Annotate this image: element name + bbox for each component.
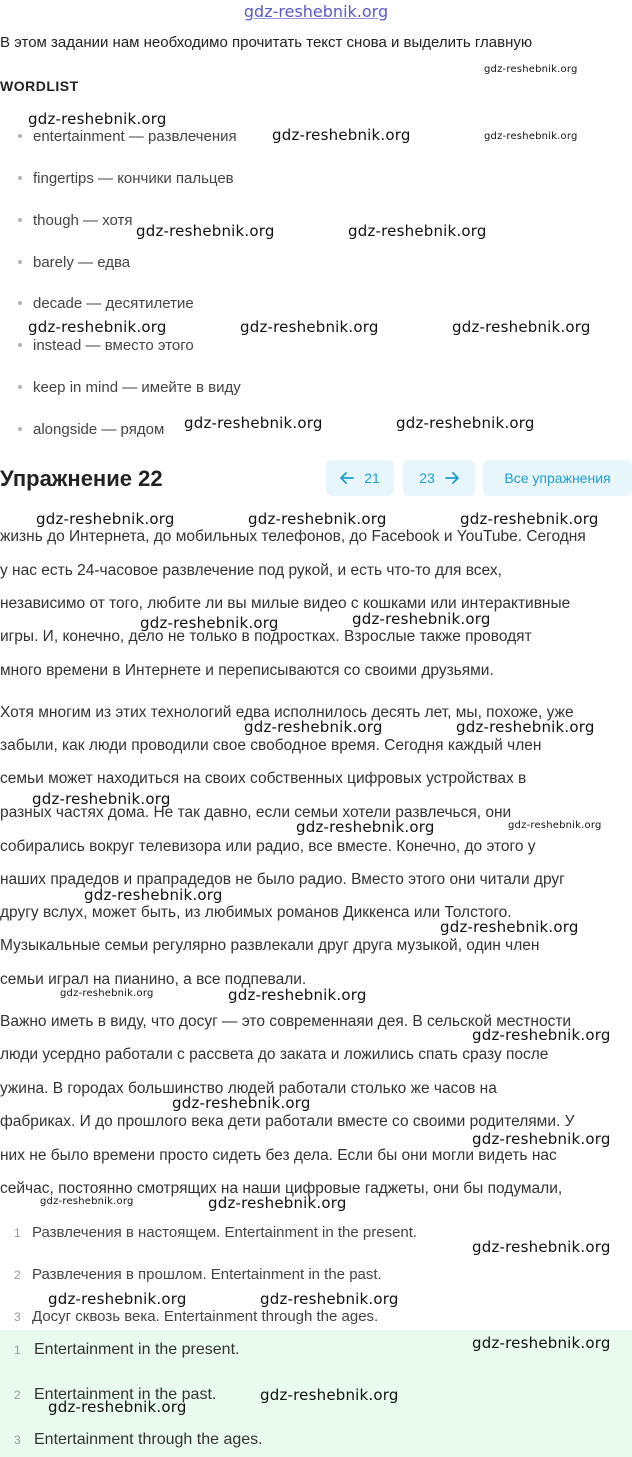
prev-exercise-button[interactable] [326, 460, 394, 496]
text-line: забыли, как люди проводили свое свободное время. Сегодня каждый член [0, 737, 542, 754]
watermark: gdz-reshebnik.org [36, 510, 175, 528]
list-item: fingertips — кончики пальцев [18, 170, 234, 187]
text-line: Хотя многим из этих технологий едва исполнилось десять лет, мы, похоже, уже [0, 704, 574, 721]
all-exercises-button[interactable] [483, 460, 632, 496]
text-line: семьи может находиться на своих собственных цифровых устройствах в [0, 770, 527, 787]
list-item: 1 Развлечения в настоящем. Entertainment in the present. [14, 1224, 418, 1241]
watermark: gdz-reshebnik.org [352, 610, 491, 628]
all-exercises-label: Все упражнения [504, 470, 611, 486]
watermark: gdz-reshebnik.org [260, 1290, 399, 1308]
watermark: gdz-reshebnik.org [508, 820, 602, 831]
watermark: gdz-reshebnik.org [484, 131, 578, 142]
text-line: них не было времени просто сидеть без дела. Если бы они могли видеть нас [0, 1147, 557, 1164]
list-item: decade — десятилетие [18, 295, 194, 312]
intro-text: В этом задании нам необходимо прочитать текст снова и выделить главную [0, 34, 533, 51]
text-line: разных частях дома. Не так давно, если семьи хотели развлечься, они [0, 804, 512, 821]
bullet-icon [18, 343, 22, 347]
watermark: gdz-reshebnik.org [240, 318, 379, 336]
text-line: другу вслух, может быть, из любимых романов Диккенса или Толстого. [0, 904, 512, 921]
watermark: gdz-reshebnik.org [348, 222, 487, 240]
text-line: собирались вокруг телевизора или радио, все вместе. Конечно, до этого у [0, 838, 536, 855]
arrow-left-icon [340, 472, 354, 484]
answer-item: 3 Entertainment through the ages. [14, 1431, 263, 1448]
answer-item: 1 Entertainment in the present. [14, 1341, 240, 1358]
top-watermark[interactable]: gdz-reshebnik.org [243, 2, 389, 21]
arrow-right-icon [445, 472, 459, 484]
watermark: gdz-reshebnik.org [260, 1386, 399, 1404]
text-line: наших прадедов и прапрадедов не было радио. Вместо этого они читали друг [0, 871, 565, 888]
watermark: gdz-reshebnik.org [32, 790, 171, 808]
bullet-icon [18, 385, 22, 389]
watermark: gdz-reshebnik.org [296, 818, 435, 836]
watermark: gdz-reshebnik.org [40, 1196, 134, 1207]
text-line: люди усердно работали с рассвета до заката и ложились спать сразу после [0, 1046, 549, 1063]
watermark: gdz-reshebnik.org [48, 1398, 187, 1416]
text-line: игры. И, конечно, дело не только в подростках. Взрослые также проводят [0, 628, 532, 645]
watermark: gdz-reshebnik.org [172, 1094, 311, 1112]
watermark: gdz-reshebnik.org [440, 918, 579, 936]
watermark: gdz-reshebnik.org [228, 986, 367, 1004]
exercise-title: Упражнение 22 [0, 466, 163, 491]
bullet-icon [18, 218, 22, 222]
watermark: gdz-reshebnik.org [456, 718, 595, 736]
list-item: barely — едва [18, 254, 130, 271]
text-line: жизнь до Интернета, до мобильных телефонов, до Facebook и YouTube. Сегодня [0, 528, 586, 545]
watermark: gdz-reshebnik.org [484, 64, 578, 75]
next-exercise-label: 23 [419, 470, 435, 486]
wordlist-title: WORDLIST [0, 78, 79, 94]
bullet-icon [18, 427, 22, 431]
text-line: ужина. В городах большинство людей работали столько же часов на [0, 1080, 497, 1097]
watermark: gdz-reshebnik.org [248, 510, 387, 528]
text-line: сейчас, постоянно смотрящих на наши цифровые гаджеты, они бы подумали, [0, 1180, 563, 1197]
watermark: gdz-reshebnik.org [48, 1290, 187, 1308]
bullet-icon [18, 176, 22, 180]
watermark: gdz-reshebnik.org [140, 614, 279, 632]
watermark: gdz-reshebnik.org [472, 1026, 611, 1044]
watermark: gdz-reshebnik.org [208, 1194, 347, 1212]
watermark: gdz-reshebnik.org [472, 1130, 611, 1148]
text-line: семьи играл на пианино, а все подпевали. [0, 971, 307, 988]
watermark: gdz-reshebnik.org [472, 1334, 611, 1352]
text-line: независимо от того, любите ли вы милые видео с кошками или интерактивные [0, 595, 571, 612]
text-line: Важно иметь в виду, что досуг — это современнаяи дея. В сельской местности [0, 1013, 572, 1030]
bullet-icon [18, 301, 22, 305]
list-item: 3 Досуг сквозь века. Entertainment through the ages. [14, 1308, 379, 1325]
watermark: gdz-reshebnik.org [60, 988, 154, 999]
watermark: gdz-reshebnik.org [244, 718, 383, 736]
next-exercise-button[interactable] [403, 460, 475, 496]
watermark: gdz-reshebnik.org [396, 414, 535, 432]
watermark: gdz-reshebnik.org [28, 318, 167, 336]
list-item: alongside — рядом [18, 421, 164, 438]
bullet-icon [18, 260, 22, 264]
answer-item: 2 Entertainment in the past. [14, 1386, 217, 1403]
text-line: Музыкальные семьи регулярно развлекали друг друга музыкой, один член [0, 937, 540, 954]
watermark: gdz-reshebnik.org [84, 886, 223, 904]
prev-exercise-label: 21 [364, 470, 380, 486]
watermark: gdz-reshebnik.org [460, 510, 599, 528]
bullet-icon [18, 134, 22, 138]
text-line: много времени в Интернете и переписываются со своими друзьями. [0, 662, 494, 679]
watermark: gdz-reshebnik.org [184, 414, 323, 432]
watermark: gdz-reshebnik.org [136, 222, 275, 240]
watermark: gdz-reshebnik.org [28, 110, 167, 128]
text-line: фабриках. И до прошлого века дети работали вместе со своими родителями. У [0, 1113, 575, 1130]
text-line: у нас есть 24-часовое развлечение под рукой, и есть что-то для всех, [0, 562, 502, 579]
watermark: gdz-reshebnik.org [272, 126, 411, 144]
list-item: instead — вместо этого [18, 337, 194, 354]
list-item: keep in mind — имейте в виду [18, 379, 241, 396]
list-item: though — хотя [18, 212, 133, 229]
watermark: gdz-reshebnik.org [472, 1238, 611, 1256]
list-item: 2 Развлечения в прошлом. Entertainment in the past. [14, 1266, 382, 1283]
watermark: gdz-reshebnik.org [452, 318, 591, 336]
list-item: entertainment — развлечения [18, 128, 237, 145]
